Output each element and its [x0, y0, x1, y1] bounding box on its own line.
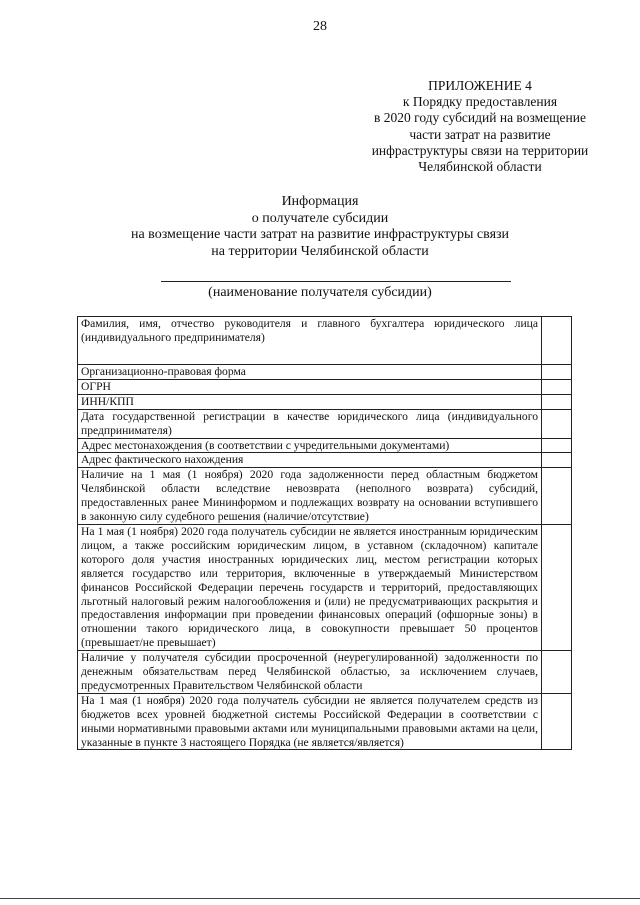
table-row	[78, 438, 572, 453]
info-title	[0, 194, 640, 260]
table-row	[78, 317, 572, 365]
row-value-cell	[542, 453, 572, 468]
row-label: Фамилия, имя, отчество руководителя и главного бухгалтера юридического лица (индивидуального предпринимателя)	[78, 317, 542, 365]
info-title-line: Информация	[281, 194, 359, 209]
appendix-title: ПРИЛОЖЕНИЕ 4	[428, 78, 532, 93]
row-value-cell	[542, 438, 572, 453]
table-row	[78, 379, 572, 394]
table-row	[78, 693, 572, 750]
appendix-line: части затрат на развитие	[409, 126, 551, 142]
row-value-cell	[542, 693, 572, 750]
info-title-line: о получателе субсидии	[251, 210, 389, 226]
row-value-cell	[542, 524, 572, 650]
recipient-info-table	[77, 316, 572, 750]
info-title-line: на возмещение части затрат на развитие инфраструктуры связи	[130, 227, 510, 242]
row-label: Наличие у получателя субсидии просроченной (неурегулированной) задолженности по денежным обязательствам перед Челябинской областью, за исключением случаев, предусмотренных Правительством Челябинской области	[78, 651, 542, 694]
row-value-cell	[542, 317, 572, 365]
row-value-cell	[542, 394, 572, 409]
appendix-header	[320, 78, 640, 175]
row-label: Наличие на 1 мая (1 ноября) 2020 года задолженности перед областным бюджетом Челябинской области вследствие невозврата (неполного возврата) субсидий, предоставленных ранее Мининформом и подлежащих возврату на основании вступившего в законную силу судебного решения (наличие/отсутствие)	[78, 468, 542, 525]
appendix-line: Челябинской области	[418, 159, 542, 175]
table-row	[78, 453, 572, 468]
row-value-cell	[542, 379, 572, 394]
appendix-line: к Порядку предоставления	[402, 94, 558, 110]
row-label: Адрес местонахождения (в соответствии с учредительными документами)	[78, 438, 542, 453]
table-row	[78, 394, 572, 409]
row-value-cell	[542, 651, 572, 694]
page-number: 28	[313, 19, 327, 34]
recipient-name-caption: (наименование получателя субсидии)	[208, 285, 432, 300]
row-label: На 1 мая (1 ноября) 2020 года получатель субсидии не является иностранным юридическим лицом, а также российским юридическим лицом, в уставном (складочном) капитале которого доля участия иностранных юридических лиц, местом регистрации которых является государство или территория, включенные в утверждаемый Министерством финансов Российской Федерации перечень государств и территорий, предоставляющих льготный налоговый режим налогообложения и (или) не предусматривающих раскрытия и предоставления информации при проведении финансовых операций (офшорные зоны) в отношении такого юридического лица, в совокупности превышает 50 процентов (превышает/не превышает)	[78, 524, 542, 650]
info-title-line: на территории Челябинской области	[211, 243, 429, 259]
appendix-line: в 2020 году субсидий на возмещение	[374, 110, 586, 126]
row-value-cell	[542, 409, 572, 438]
row-label: ИНН/КПП	[78, 394, 542, 409]
table-row	[78, 409, 572, 438]
row-label: Организационно-правовая форма	[78, 365, 542, 380]
table-row	[78, 365, 572, 380]
page-bottom-rule	[0, 898, 640, 899]
row-label: Дата государственной регистрации в качестве юридического лица (индивидуального предпринимателя)	[78, 409, 542, 438]
row-label: Адрес фактического нахождения	[78, 453, 542, 468]
appendix-line: инфраструктуры связи на территории	[371, 142, 589, 158]
row-label: На 1 мая (1 ноября) 2020 года получатель субсидии не является получателем средств из бюджетов всех уровней бюджетной системы Российской Федерации в соответствии с иными нормативными правовыми актами или муниципальными правовыми актами на цели, указанные в пункте 3 настоящего Порядка (не является/является)	[78, 693, 542, 750]
recipient-name-underline	[161, 281, 511, 282]
table-row	[78, 651, 572, 694]
table-row	[78, 524, 572, 650]
row-value-cell	[542, 365, 572, 380]
row-value-cell	[542, 468, 572, 525]
row-label: ОГРН	[78, 379, 542, 394]
table-row	[78, 468, 572, 525]
